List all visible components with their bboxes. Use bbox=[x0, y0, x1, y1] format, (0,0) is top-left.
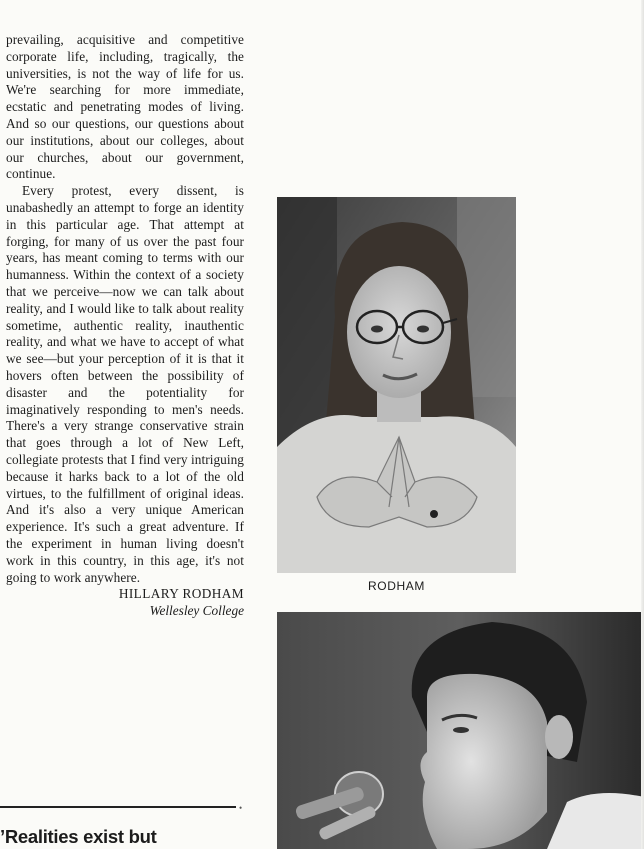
next-article-heading: ’Realities exist but bbox=[0, 826, 157, 847]
article-paragraph-2: Every protest, every dissent, is unabashedly an attempt to forge an identity in this particular age. That attempt at forging, for many of us over the past four years, has meant coming to terms with our humanness. Within the context of a society that we perceive—now we can talk about reality, and I would like to talk about reality sometime, authentic reality, inauthentic reality, and what we have to accept of what we see—but your perception of it is that it hovers often between the possibility of disaster and the potentiality for imaginatively responding to men's needs. There's a very strange conservative strain that goes through a lot of New Left, collegiate protests that I find very intriguing because it harks back to a lot of the old virtues, to the fulfillment of original ideas. And it's also a very unique American experience. It's such a great adventure. If the experiment in human living doesn't work in this country, in this age, it's not going to work anywhere. bbox=[6, 183, 244, 585]
photo-caption: RODHAM bbox=[368, 579, 425, 593]
signature-school: Wellesley College bbox=[149, 602, 244, 618]
divider-mark: • bbox=[239, 803, 243, 813]
article-paragraph-1: prevailing, acquisitive and competitive corporate life, including, tragically, the universities, is not the way of life for us. We're searching for more immediate, ecstatic and penetrating modes of living. And so our questions, our questions about our institutions, about our colleges, about our churches, about our government, continue. bbox=[6, 32, 244, 182]
section-divider bbox=[0, 806, 236, 808]
signature-name: HILLARY RODHAM bbox=[118, 586, 244, 602]
speaker-photo bbox=[277, 612, 644, 849]
article-column bbox=[6, 32, 244, 619]
signature bbox=[6, 586, 244, 619]
portrait-photo bbox=[277, 197, 516, 573]
